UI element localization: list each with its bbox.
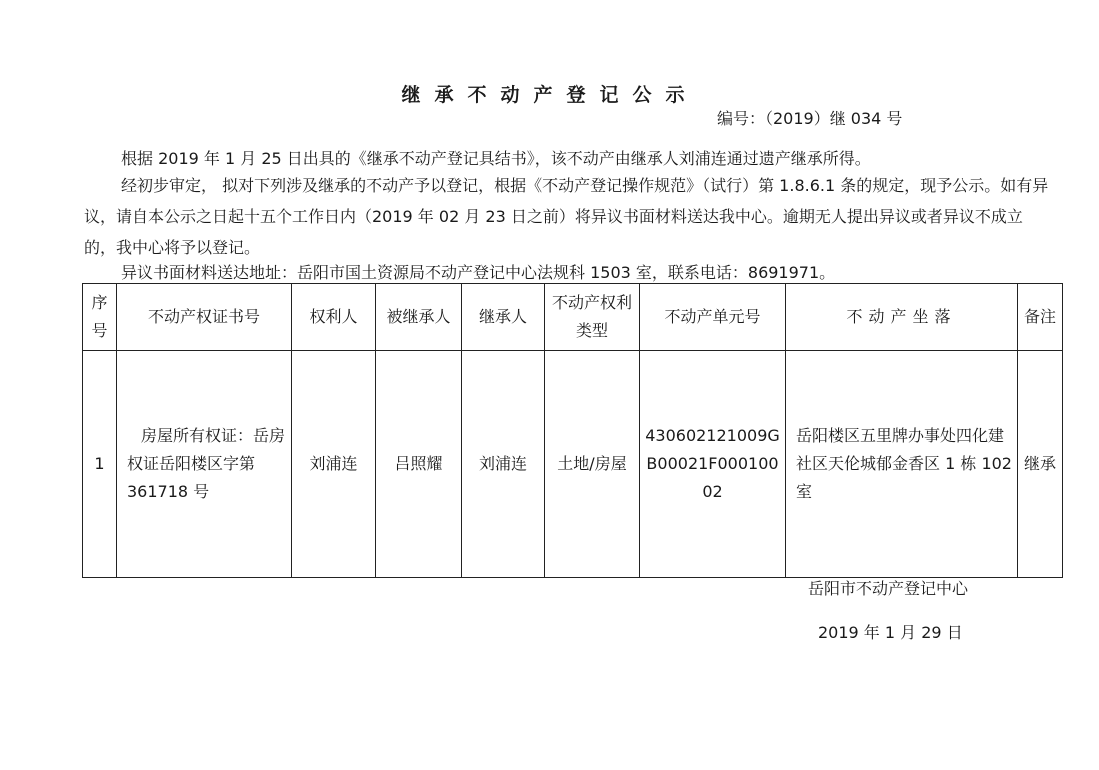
- table-row: [83, 351, 1063, 578]
- header-right-type: 不动产权利类型: [545, 284, 640, 351]
- header-seq: 序号: [83, 284, 117, 351]
- table-header-row: [83, 284, 1063, 351]
- header-cert: 不动产权证书号: [117, 284, 292, 351]
- issuing-organization: 岳阳市不动产登记中心: [808, 579, 969, 598]
- cell-location: 岳阳楼区五里牌办事处四化建社区天伦城郁金香区 1 栋 102 室: [786, 351, 1018, 578]
- header-heir: 继承人: [462, 284, 545, 351]
- paragraph-objection-address: 异议书面材料送达地址：岳阳市国土资源局不动产登记中心法规科 1503 室，联系电话：8691971。: [121, 263, 836, 282]
- cell-heir: 刘浦连: [462, 351, 545, 578]
- cell-holder: 刘浦连: [292, 351, 376, 578]
- cell-deceased: 吕照耀: [376, 351, 462, 578]
- paragraph-review: 经初步审定， 拟对下列涉及继承的不动产予以登记，根据《不动产登记操作规范》（试行）第 1.8.6.1 条的规定，现予公示。如有异议，请自本公示之日起十五个工作日内（2019 年 02 月 23 日之前）将异议书面材料送达我中心。逾期无人提出异议或者异议不成立的，我中心将予以登记。: [84, 176, 1049, 257]
- cell-cert: 房屋所有权证：岳房权证岳阳楼区字第 361718 号: [117, 351, 292, 578]
- header-unit-no: 不动产单元号: [640, 284, 786, 351]
- header-note: 备注: [1018, 284, 1063, 351]
- issue-date: 2019 年 1 月 29 日: [818, 623, 963, 642]
- paragraph-basis: 根据 2019 年 1 月 25 日出具的《继承不动产登记具结书》，该不动产由继承人刘浦连通过遗产继承所得。: [121, 149, 871, 168]
- page-title: 继承不动产登记公示: [401, 84, 699, 106]
- header-deceased: 被继承人: [376, 284, 462, 351]
- registration-table: [82, 283, 1063, 578]
- cell-seq: 1: [83, 351, 117, 578]
- header-location: 不动产坐落: [786, 284, 1018, 351]
- cell-unit-no: 430602121009GB00021F00010002: [640, 351, 786, 578]
- cell-right-type: 土地/房屋: [545, 351, 640, 578]
- cell-note: 继承: [1018, 351, 1063, 578]
- document-number: 编号：（2019）继 034 号: [717, 109, 903, 128]
- header-holder: 权利人: [292, 284, 376, 351]
